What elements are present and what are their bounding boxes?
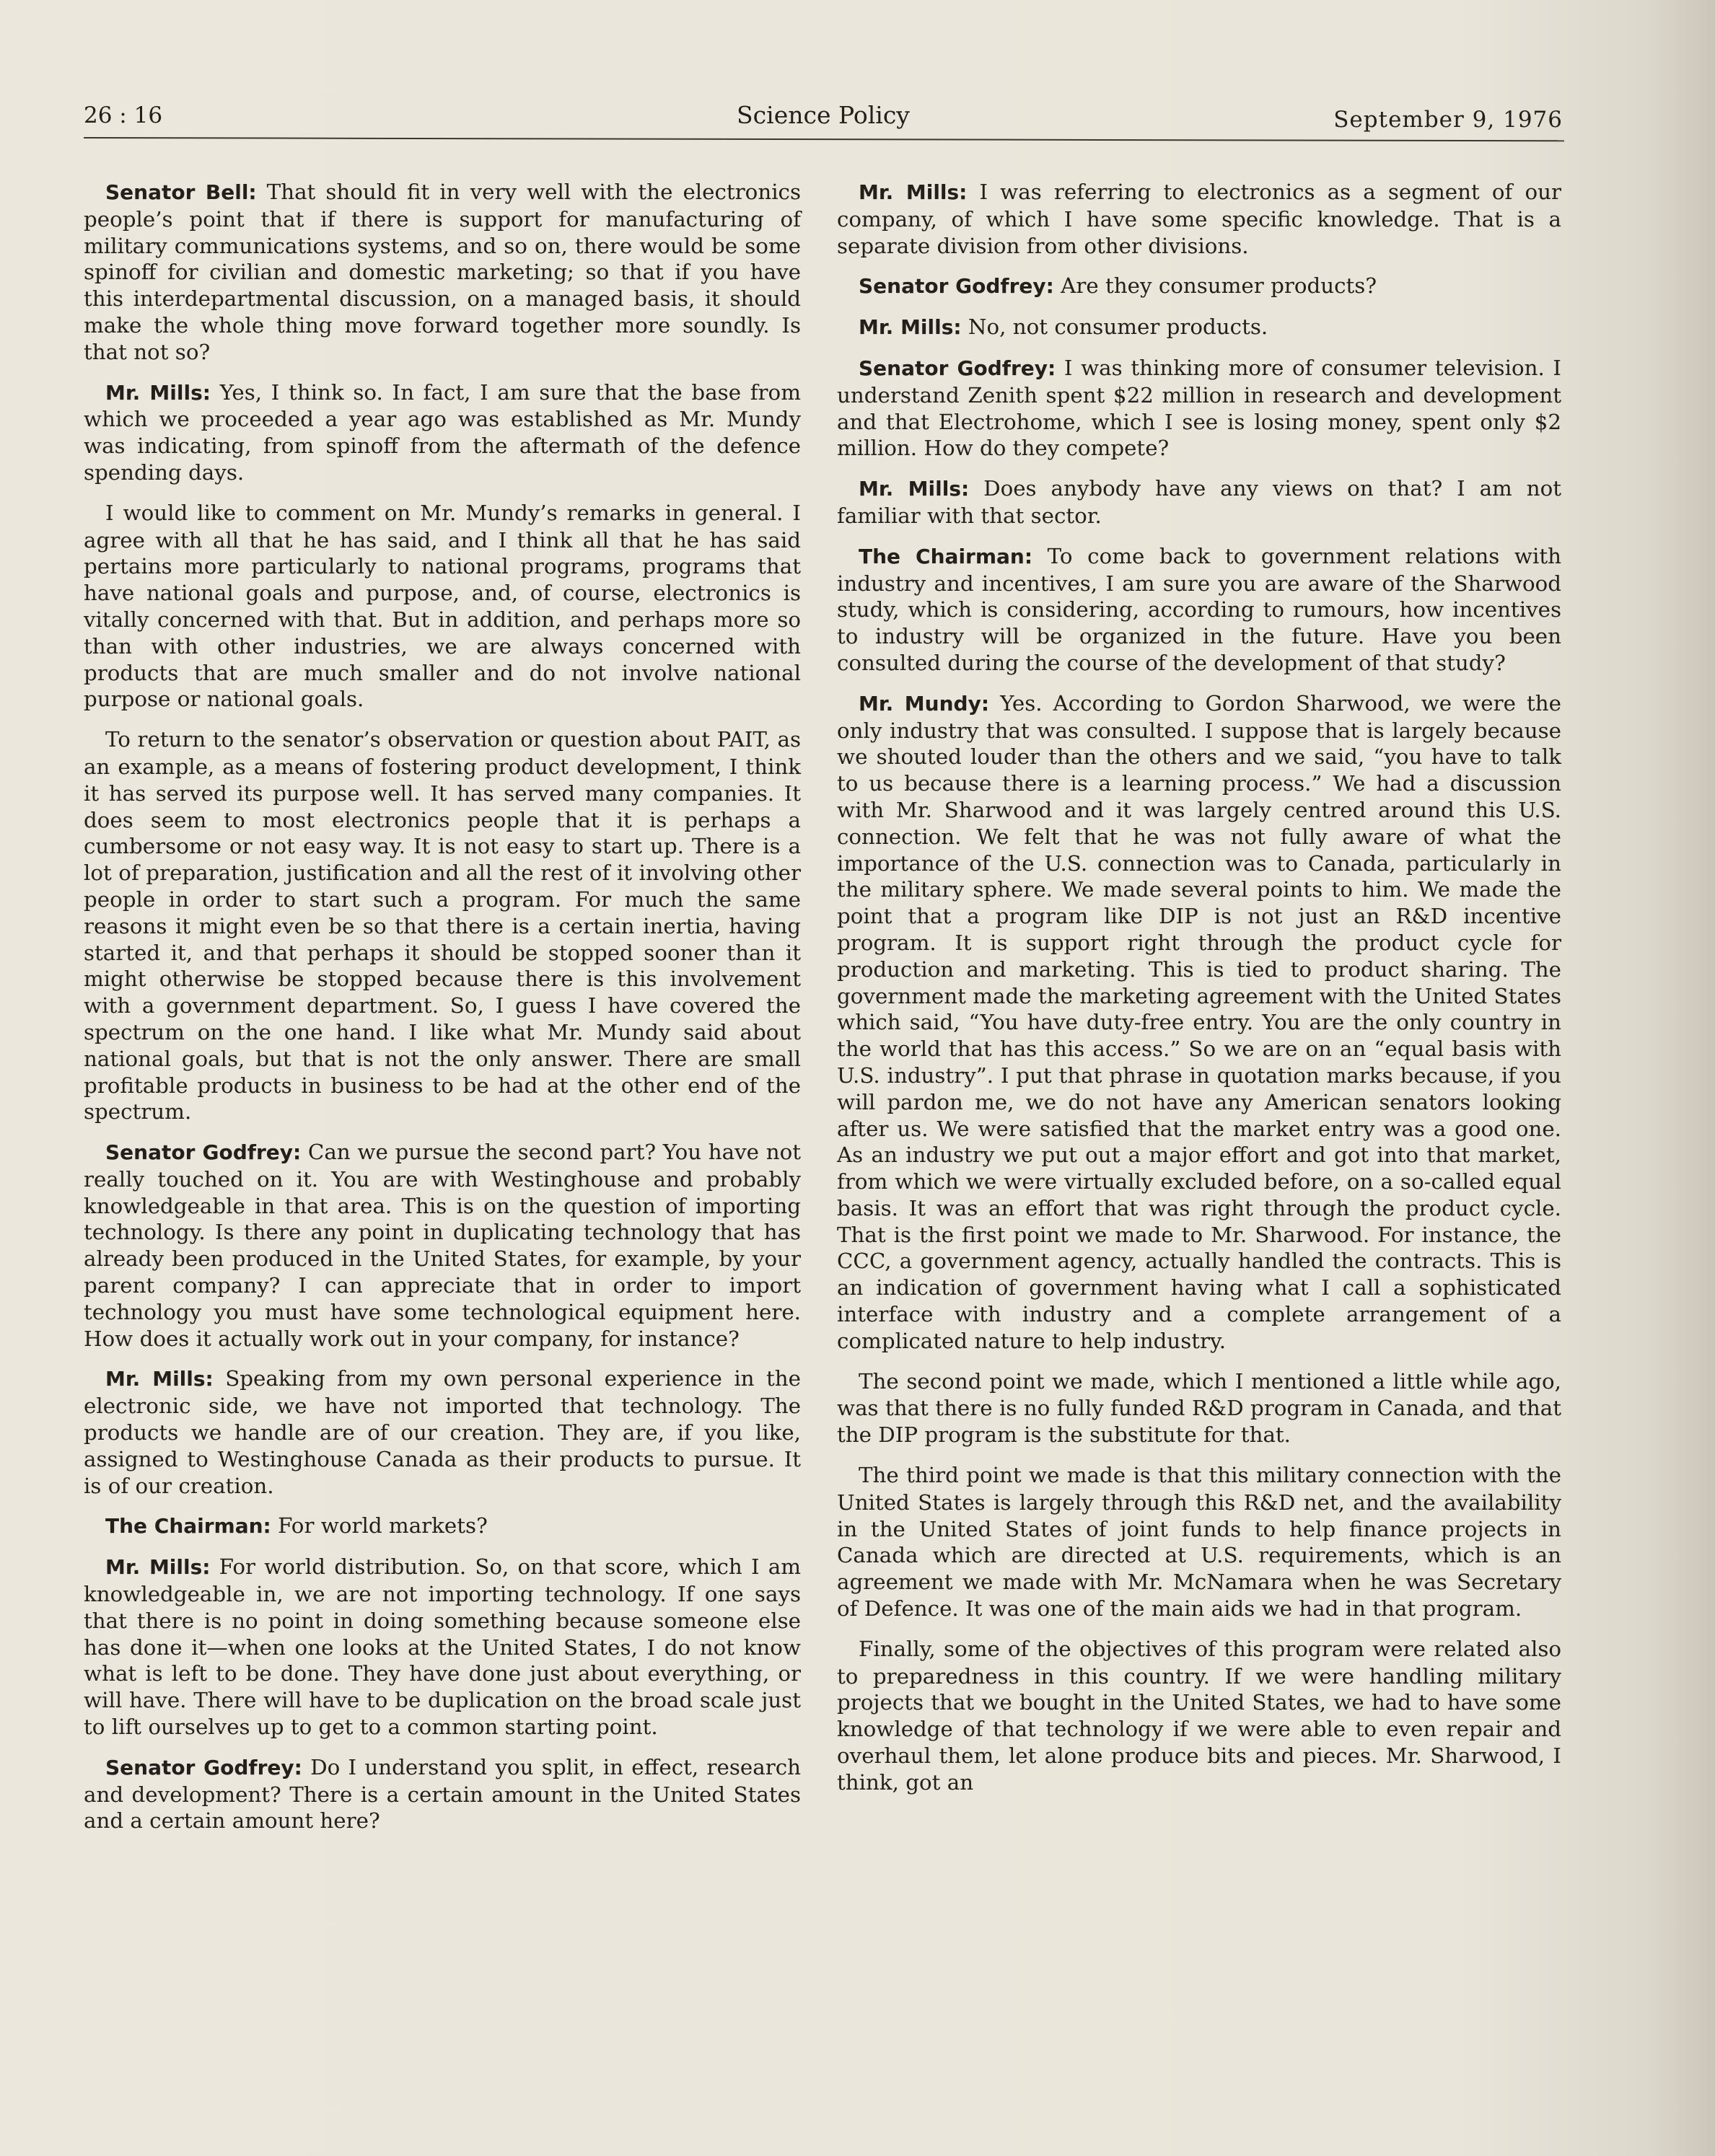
paragraph — [84, 1139, 801, 1352]
paragraph — [84, 726, 801, 1125]
speaker-label: Mr. Mills: — [105, 380, 211, 405]
paragraph — [837, 475, 1561, 529]
speaker-label: Mr. Mills: — [105, 1555, 211, 1580]
session-date: September 9, 1976 — [1333, 107, 1563, 133]
paragraph — [84, 379, 801, 486]
paragraph-text: Are they consumer products? — [1053, 273, 1377, 299]
paragraph — [837, 179, 1561, 259]
paragraph-text: To return to the senator’s observation or question about PAIT, as an example, as a means of fostering product development, I think it has served its purpose well. It has served many companies. It does seem to most electronics people that it is perhaps a cumbersome or not easy way. It is not easy to start up. There is a lot of preparation, justification and all the rest of it involving other people in order to start such a program. For much the same reasons it might even be so that there is a certain inertia, having started it, and that perhaps it should be stopped sooner than it might otherwise be stopped because there is this involvement with a government department. So, I guess I have covered the spectrum on the one hand. I like what Mr. Mundy said about national goals, but that is not the only answer. There are small profitable products in business to be had at the other end of the spectrum. — [84, 727, 801, 1125]
paragraph — [837, 314, 1561, 341]
paragraph-text: The third point we made is that this military connection with the United States is largely through this R&D net, and the availability in the United States of joint funds to help finance projects in Canada which are directed at U.S. requirements, which is an agreement we made with Mr. McNamara when he was Secretary of Defence. It was one of the main aids we had in that program. — [837, 1463, 1561, 1622]
paragraph — [837, 1462, 1561, 1622]
paragraph-text: To come back to government relations with industry and incentives, I am sure you are aware of the Sharwood study, which is considering, according to rumours, how incentives to industry will be organized in the future. Have you been consulted during the course of the development of that study? — [837, 543, 1561, 675]
paragraph — [837, 273, 1561, 300]
paragraph — [837, 1636, 1561, 1796]
speaker-label: Senator Godfrey: — [105, 1140, 302, 1165]
paragraph-text: Do I understand you split, in effect, research and development? There is a certain amount in the United States and a certain amount here? — [84, 1754, 801, 1834]
paragraph-text: I was thinking more of consumer television. I understand Zenith spent $22 million in research and development and that Electrohome, which I see is losing money, spent only $2 million. How do they compete? — [837, 355, 1561, 461]
paragraph — [837, 690, 1561, 1355]
running-title: Science Policy — [737, 101, 910, 129]
paragraph — [84, 1754, 801, 1834]
speaker-label: Senator Bell: — [105, 180, 257, 204]
paragraph-text: I was referring to electronics as a segment of our company, of which I have some specific knowledge. That is a separate division from other divisions. — [837, 180, 1561, 258]
page-header — [84, 98, 1563, 141]
paragraph-text: For world distribution. So, on that score, which I am knowledgeable in, we are not importing technology. If one says that there is no point in doing something because someone else has done it—when one looks at the United States, I do not know what is left to be done. They have done just about everything, or will have. There will have to be duplication on the broad scale just to lift ourselves up to get to a common starting point. — [84, 1554, 801, 1740]
speaker-label: Mr. Mills: — [859, 315, 962, 340]
paragraph-text: Finally, some of the objectives of this program were related also to preparedness in this country. If we were handling military projects that we bought in the United States, we had to have some knowledge of that technology if we were able to even repair and overhaul them, let alone produce bits and pieces. Mr. Sharwood, I think, got an — [837, 1636, 1561, 1795]
paragraph-text: No, not consumer products. — [961, 314, 1268, 340]
speaker-label: Mr. Mills: — [105, 1367, 214, 1391]
paragraph-text: Yes. According to Gordon Sharwood, we were the only industry that was consulted. I suppose that is largely because we shouted louder than the others and we said, “you have to talk to us because there is a learning process.” We had a discussion with Mr. Sharwood and it was largely centred around this U.S. connection. We felt that he was not fully aware of what the importance of the U.S. connection was to Canada, particularly in the military sphere. We made several points to him. We made the point that a program like DIP is not just an R&D incentive program. It is support right through the product cycle for production and marketing. This is tied to product sharing. The government made the marketing agreement with the United States which said, “You have duty-free entry. You are the only country in the world that has this access.” So we are on an “equal basis with U.S. industry”. I put that phrase in quotation marks because, if you will pardon me, we do not have any American senators looking after us. We were satisfied that the market entry was a good one. As an industry we put out a major effort and got into that market, from which we were virtually excluded before, on a so-called equal basis. It was an effort that was right through the product cycle. That is the first point we made to Mr. Sharwood. For instance, the CCC, a government agency, actually handled the contracts. This is an indication of government having what I call a sophisticated interface with industry and a complete arrangement of a complicated nature to help industry. — [837, 690, 1561, 1353]
speaker-label: Senator Godfrey: — [105, 1755, 302, 1779]
speaker-label: Senator Godfrey: — [859, 356, 1056, 380]
speaker-label: Senator Godfrey: — [859, 274, 1054, 299]
speaker-label: Mr. Mundy: — [859, 691, 990, 716]
left-column — [84, 179, 801, 1848]
paragraph — [837, 1368, 1561, 1448]
speaker-label: Mr. Mills: — [859, 180, 968, 204]
paragraph-text: Speaking from my own personal experience in the electronic side, we have not imported that technology. The products we handle are of our creation. They are, if you like, assigned to Westinghouse Canada as their products to pursue. It is of our creation. — [84, 1366, 801, 1498]
paragraph — [837, 355, 1561, 462]
speaker-label: The Chairman: — [105, 1514, 271, 1539]
paragraph-text: For world markets? — [271, 1513, 488, 1539]
paragraph — [84, 1365, 801, 1499]
paragraph — [837, 543, 1561, 677]
paragraph — [84, 179, 801, 366]
paragraph-text: I would like to comment on Mr. Mundy’s remarks in general. I agree with all that he has said, and I think all that he has said pertains more particularly to national programs, programs that have national goals and purpose, and, of course, electronics is vitally concerned with that. But in addition, and perhaps more so than with other industries, we are always concerned with products that are much smaller and do not involve national purpose or national goals. — [84, 500, 801, 712]
paragraph-text: The second point we made, which I mentioned a little while ago, was that there is no fully funded R&D program in Canada, and that the DIP program is the substitute for that. — [837, 1368, 1561, 1448]
right-column — [837, 179, 1561, 1810]
paragraph — [84, 1513, 801, 1540]
speaker-label: The Chairman: — [859, 544, 1033, 568]
speaker-label: Mr. Mills: — [859, 477, 970, 501]
paragraph-text: Can we pursue the second part? You have not really touched on it. You are with Westinghouse and probably knowledgeable in that area. This is on the question of importing technology. Is there any point in duplicating technology that has already been produced in the United States, for example, by your parent company? I can appreciate that in order to import technology you must have some technological equipment here. How does it actually work out in your company, for instance? — [84, 1140, 801, 1351]
paragraph — [84, 1554, 801, 1741]
paragraph-text: Yes, I think so. In fact, I am sure that the base from which we proceeded a year ago was established as Mr. Mundy was indicating, from spinoff from the aftermath of the defence spending days. — [84, 379, 801, 485]
page-number: 26 : 16 — [84, 102, 163, 128]
paragraph-text: That should fit in very well with the electronics people’s point that if there is support for manufacturing of military communications systems, and so on, there would be some spinoff for civilian and domestic marketing; so that if you have this interdepartmental discussion, on a managed basis, it should make the whole thing move forward together more soundly. Is that not so? — [84, 180, 801, 364]
paragraph-text: Does anybody have any views on that? I am not familiar with that sector. — [837, 476, 1561, 528]
paragraph — [84, 500, 801, 713]
